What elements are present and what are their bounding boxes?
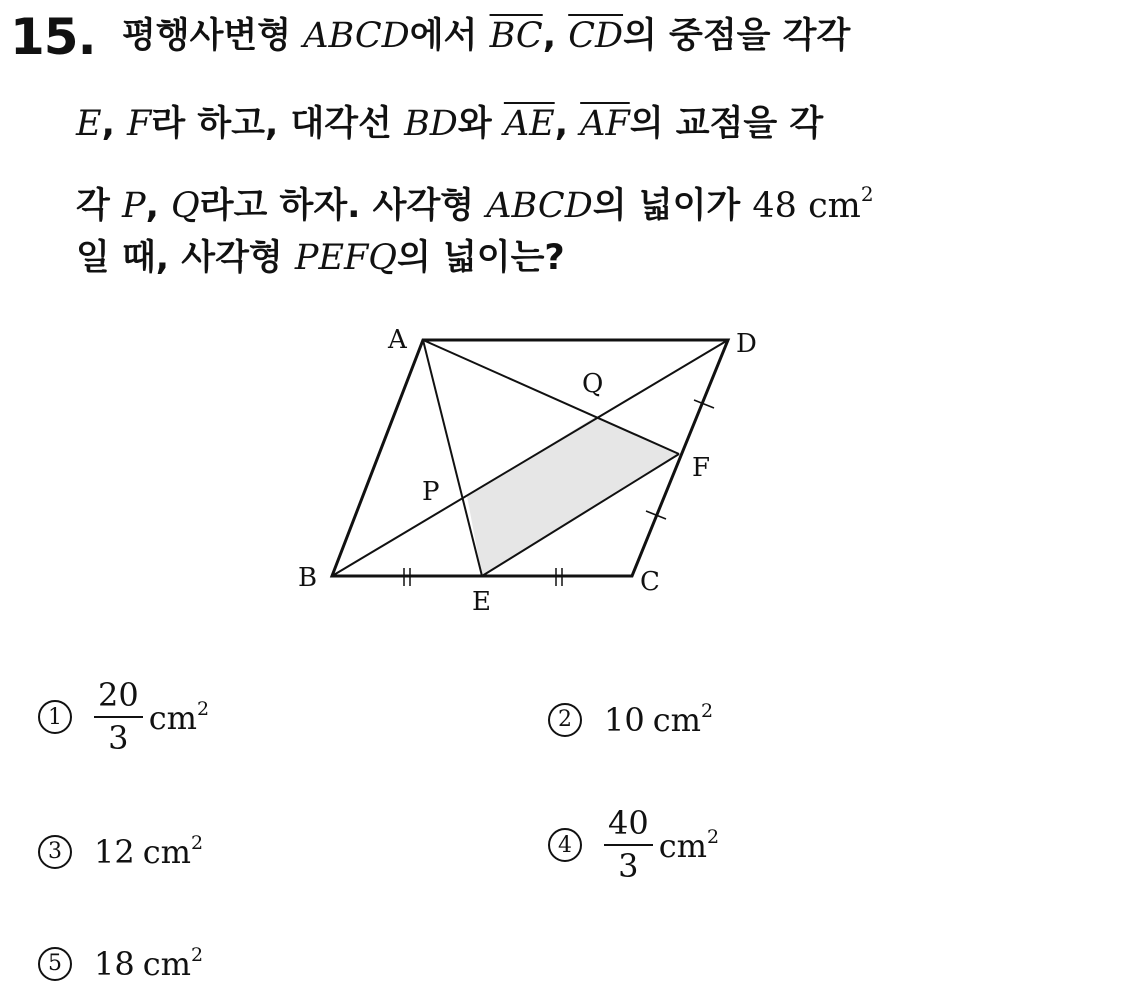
denominator: 3 <box>618 847 639 885</box>
math-pefq: PEFQ <box>294 238 397 278</box>
text: , <box>554 104 581 144</box>
question-line-2 <box>76 102 823 146</box>
unit-text: cm <box>148 698 197 737</box>
text: , <box>145 186 172 226</box>
superscript: 2 <box>860 182 874 206</box>
math-bd: BD <box>404 104 458 144</box>
choice-3[interactable] <box>38 832 203 871</box>
question-line-1 <box>122 14 850 58</box>
question-number: 15. <box>10 8 96 66</box>
unit-text: cm <box>142 945 191 983</box>
denominator: 3 <box>108 719 129 757</box>
text: 에서 <box>409 16 490 56</box>
text: 평행사변형 <box>122 16 304 56</box>
question-line-3 <box>76 172 874 228</box>
label-e: E <box>472 587 491 617</box>
text: 의 넓이가 <box>592 186 753 226</box>
numerator: 40 <box>604 804 653 846</box>
superscript: 2 <box>190 832 204 854</box>
parallelogram-figure <box>280 318 800 628</box>
value: 12 <box>94 832 135 871</box>
unit-text: cm <box>652 701 701 739</box>
label-f: F <box>692 453 711 483</box>
label-a: A <box>388 325 407 355</box>
fraction <box>604 804 653 886</box>
superscript: 2 <box>196 697 210 720</box>
text: 의 넓이는? <box>396 238 565 278</box>
choice-number-5: 5 <box>38 947 72 981</box>
superscript: 2 <box>190 944 204 966</box>
choice-1[interactable] <box>38 676 209 758</box>
label-c: C <box>640 567 660 597</box>
math-abcd: ABCD <box>486 186 593 226</box>
math-f: F <box>127 104 152 144</box>
choice-5[interactable] <box>38 944 203 983</box>
label-q: Q <box>582 369 604 399</box>
unit <box>143 832 203 871</box>
segment-cd: $\overline{CD}$ <box>568 16 624 56</box>
choice-number-2: 2 <box>548 703 582 737</box>
text: 와 <box>457 104 504 144</box>
math-e: E <box>76 104 102 144</box>
segment-ae: $\overline{AE}$ <box>503 104 555 144</box>
text: 일 때, 사각형 <box>76 238 295 278</box>
unit-text: cm <box>658 826 707 865</box>
label-b: B <box>298 563 318 593</box>
choice-number-4: 4 <box>548 828 582 862</box>
line-af <box>423 340 679 454</box>
segment-af: $\overline{AF}$ <box>580 104 630 144</box>
text: , <box>101 104 128 144</box>
value: 10 <box>604 700 645 739</box>
unit <box>653 700 713 739</box>
segment-bc: $\overline{BC}$ <box>489 16 543 56</box>
choice-number-3: 3 <box>38 835 72 869</box>
label-d: D <box>736 329 757 359</box>
choice-4[interactable] <box>548 804 719 886</box>
superscript: 2 <box>700 700 714 722</box>
text: , <box>542 16 569 56</box>
unit <box>659 826 719 865</box>
math-abcd: ABCD <box>303 16 410 56</box>
choice-2[interactable] <box>548 700 713 739</box>
choice-number-1: 1 <box>38 700 72 734</box>
question-line-4 <box>76 236 565 280</box>
unit-text: cm <box>142 833 191 871</box>
text: 의 교점을 각 <box>629 104 824 144</box>
line-ae <box>423 340 482 576</box>
fraction <box>94 676 143 758</box>
unit <box>149 698 209 737</box>
math-p: P <box>122 186 146 226</box>
area-value: 48 cm <box>752 186 861 226</box>
math-q: Q <box>171 186 200 226</box>
label-p: P <box>422 477 440 507</box>
text: 라 하고, 대각선 <box>151 104 405 144</box>
text: 각 <box>76 186 122 226</box>
value: 18 <box>94 944 135 983</box>
text: 의 중점을 각각 <box>623 16 851 56</box>
superscript: 2 <box>706 825 720 848</box>
numerator: 20 <box>94 676 143 718</box>
text: 라고 하자. 사각형 <box>199 186 487 226</box>
unit <box>143 944 203 983</box>
